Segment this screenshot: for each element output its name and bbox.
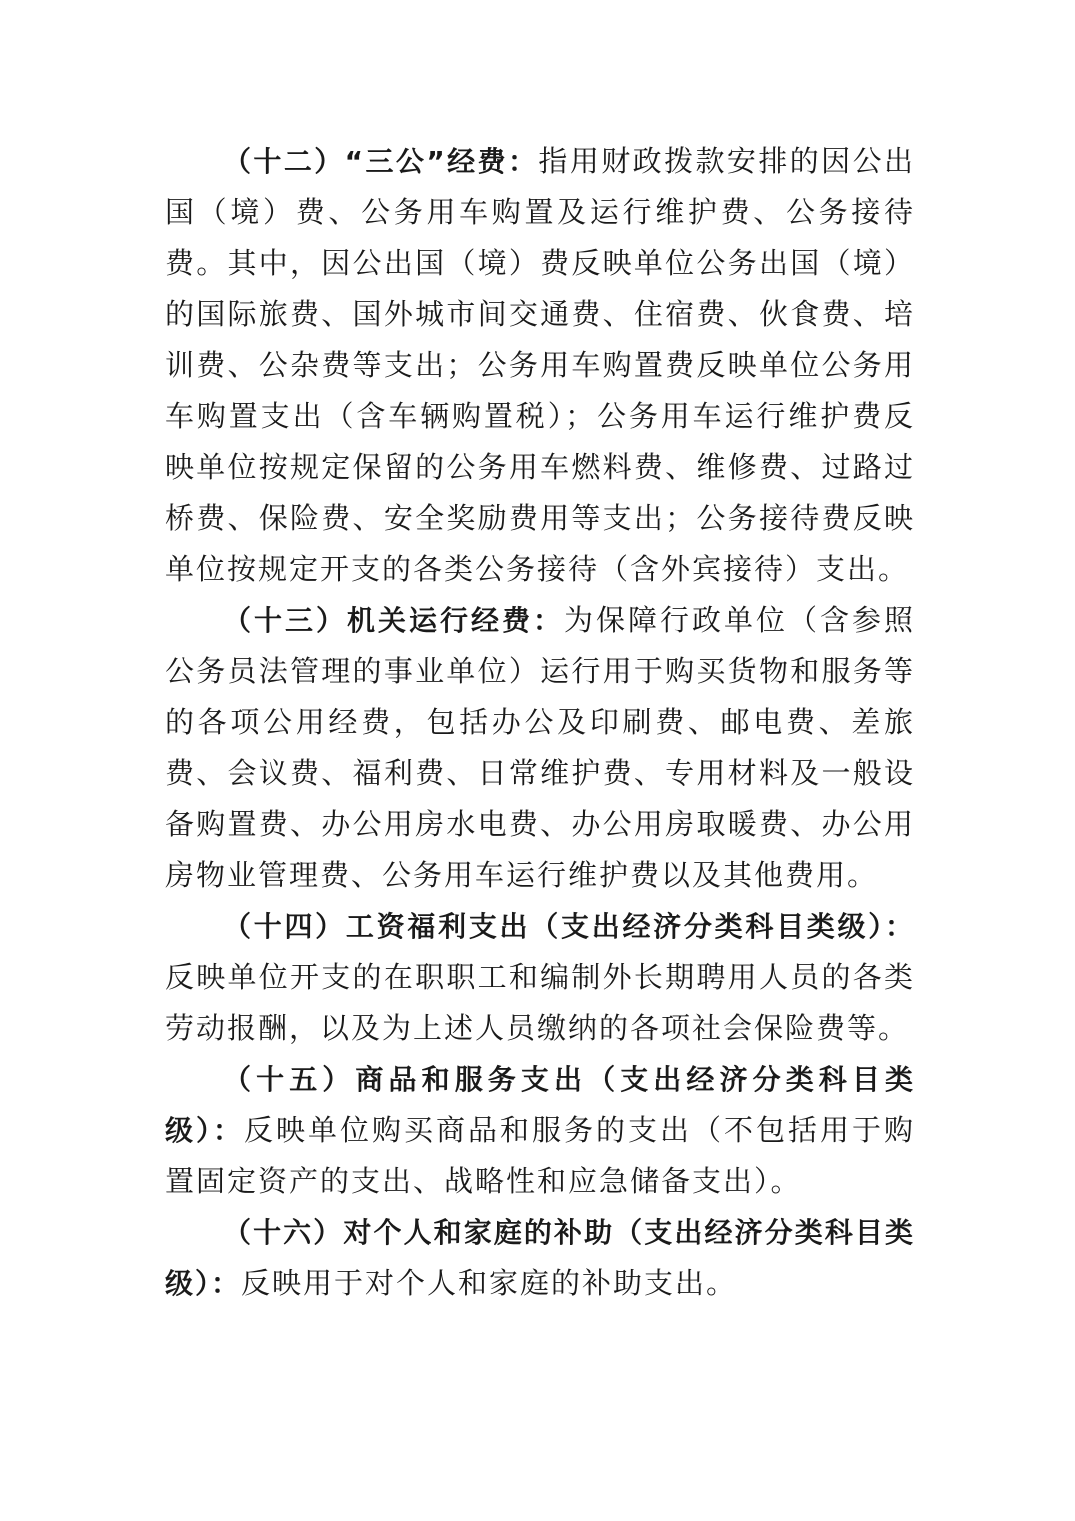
paragraph-text: 为保障行政单位（含参照公务员法管理的事业单位）运行用于购买货物和服务等的各项公用经费，包括办公及印刷费、邮电费、差旅费、会议费、福利费、日常维护费、专用材料及一般设备购置费、办公用房水电费、办公用房取暖费、办公用房物业管理费、公务用车运行维护费以及其他费用。 xyxy=(165,603,915,892)
paragraph-heading: （十二）“三公”经费： xyxy=(223,145,539,178)
paragraph-household-subsidies xyxy=(165,1207,915,1309)
paragraph-heading: （十四）工资福利支出（支出经济分类科目类级）： xyxy=(223,910,915,943)
document-body xyxy=(165,136,915,1309)
paragraph-heading: （十五）商品和服务支出（支出经济分类科目类级）： xyxy=(165,1063,915,1147)
paragraph-text: 指用财政拨款安排的因公出国（境）费、公务用车购置及运行维护费、公务接待费。其中，因公出国（境）费反映单位公务出国（境）的国际旅费、国外城市间交通费、住宿费、伙食费、培训费、公杂费等支出；公务用车购置费反映单位公务用车购置支出（含车辆购置税）；公务用车运行维护费反映单位按规定保留的公务用车燃料费、维修费、过路过桥费、保险费、安全奖励费用等支出；公务接待费反映单位按规定开支的各类公务接待（含外宾接待）支出。 xyxy=(165,144,915,586)
paragraph-heading: （十三）机关运行经费： xyxy=(223,604,564,637)
paragraph-wage-welfare-expenditure xyxy=(165,901,915,1054)
paragraph-text: 反映用于对个人和家庭的补助支出。 xyxy=(241,1266,738,1300)
paragraph-agency-operating-expenses xyxy=(165,595,915,901)
paragraph-goods-services-expenditure xyxy=(165,1054,915,1207)
paragraph-text: 反映单位购买商品和服务的支出（不包括用于购置固定资产的支出、战略性和应急储备支出）。 xyxy=(165,1113,915,1198)
paragraph-san-gong-expenses xyxy=(165,136,915,595)
paragraph-text: 反映单位开支的在职职工和编制外长期聘用人员的各类劳动报酬，以及为上述人员缴纳的各项社会保险费等。 xyxy=(165,960,915,1045)
paragraph-heading: （十六）对个人和家庭的补助（支出经济分类科目类级）： xyxy=(165,1216,915,1300)
